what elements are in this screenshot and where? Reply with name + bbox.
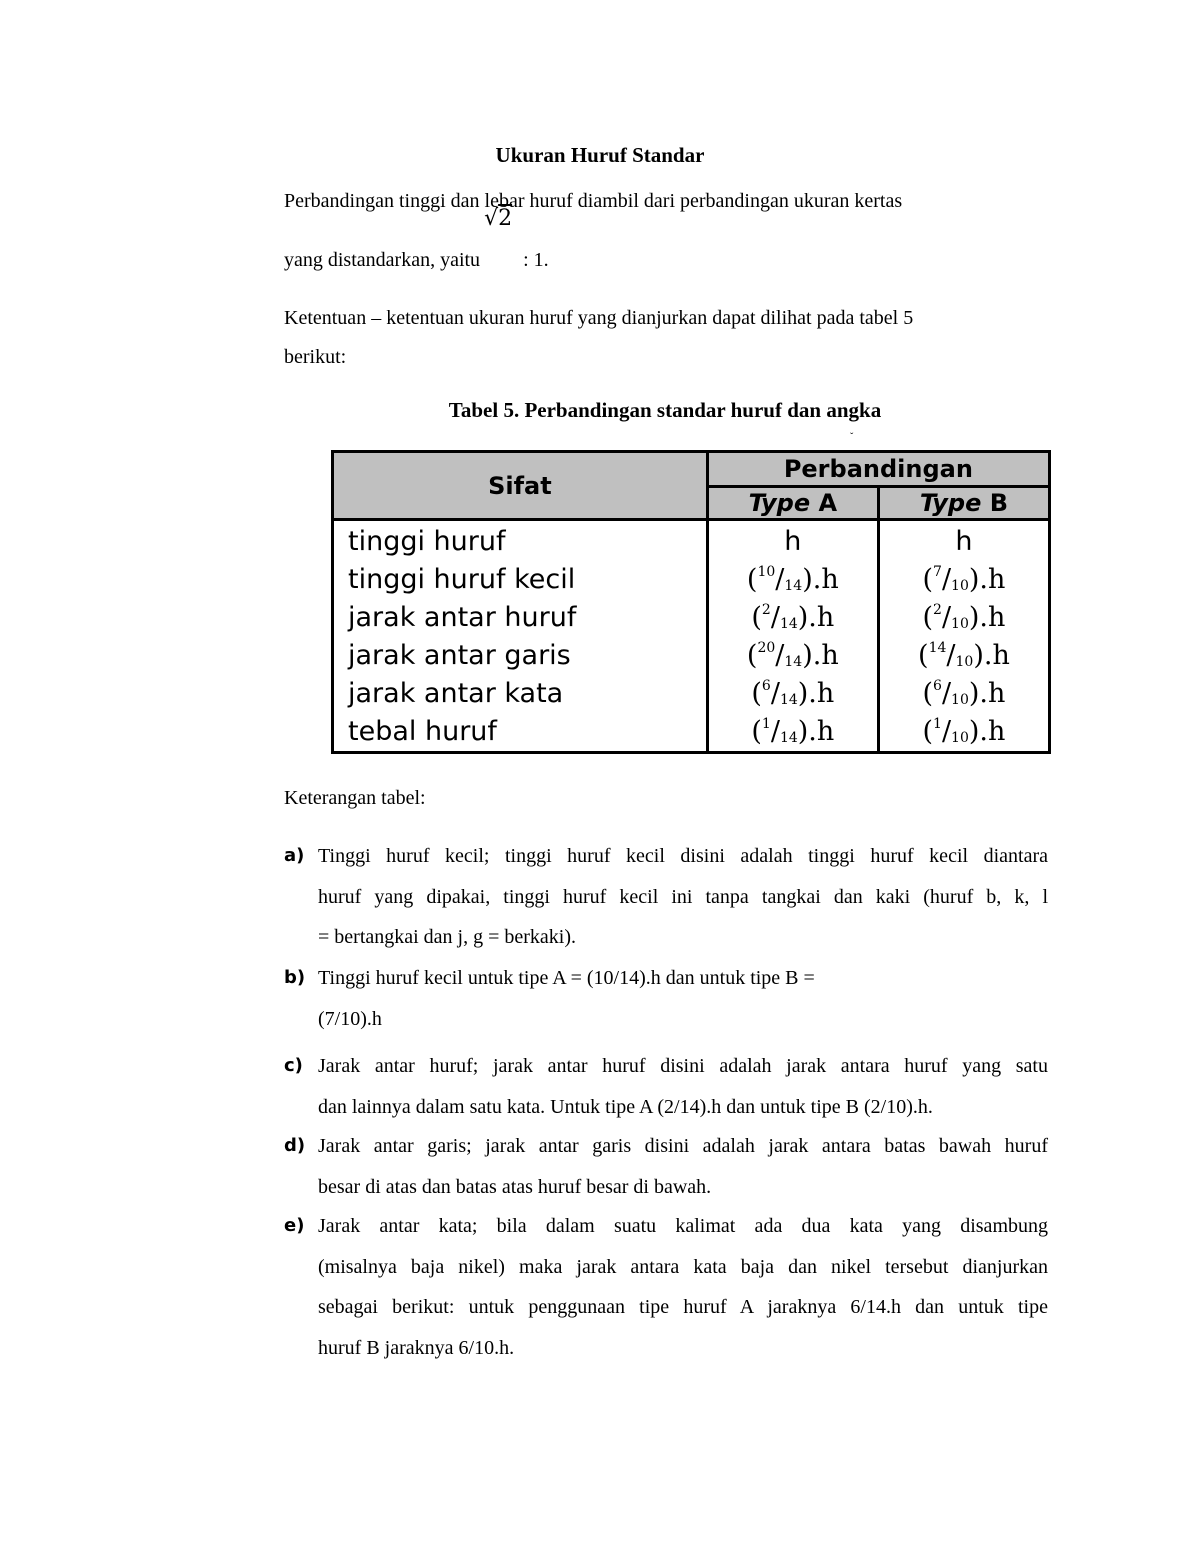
page-title: Ukuran Huruf Standar	[495, 143, 705, 167]
text-line: Tinggi huruf kecil untuk tipe A = (10/14).h dan untuk tipe B =	[318, 967, 815, 989]
denominator: 10	[951, 730, 969, 746]
text-line: (misalnya baja nikel) maka jarak antara kata baja dan nikel tersebut dianjurkan	[318, 1255, 1048, 1278]
list-marker: b)	[284, 967, 306, 988]
list-marker: a)	[284, 845, 305, 866]
denominator: 10	[955, 654, 974, 670]
intro-line-2	[284, 206, 1054, 280]
numerator: 6	[761, 678, 771, 694]
table-row	[333, 713, 1050, 753]
list-item-text	[318, 1126, 1048, 1207]
numerator: 7	[933, 564, 942, 580]
header-type-b	[878, 487, 1049, 520]
type-b-cell: $(^{14}/_{10}).h$	[878, 637, 1049, 675]
numerator: 2	[933, 602, 942, 618]
ketentuan-line-1: Ketentuan – ketentuan ukuran huruf yang dianjurkan dapat dilihat pada tabel 5	[284, 307, 914, 329]
list-item-text	[318, 1206, 1048, 1368]
text-line: (7/10).h	[318, 1007, 382, 1030]
sifat-cell: tinggi huruf kecil	[333, 561, 708, 599]
type-b-cell: $(^2/_{10}).h$	[878, 599, 1049, 637]
sifat-cell: jarak antar garis	[333, 637, 708, 675]
denominator: 14	[784, 578, 803, 594]
numerator: 20	[757, 640, 776, 656]
header-sifat: Sifat	[333, 452, 708, 520]
sifat-cell: jarak antar kata	[333, 675, 708, 713]
type-b-cell: $(^7/_{10}).h$	[878, 561, 1049, 599]
type-a-cell: $(^6/_{14}).h$	[707, 675, 878, 713]
caption-mark: ˇ	[850, 432, 854, 443]
text-line: Tinggi huruf kecil; tinggi huruf kecil disini adalah tinggi huruf kecil diantara	[318, 845, 1048, 867]
table-row	[333, 599, 1050, 637]
type-a-cell: $(^{20}/_{14}).h$	[707, 637, 878, 675]
denominator: 14	[779, 692, 798, 708]
table-row	[333, 637, 1050, 675]
text-line: = bertangkai dan j, g = berkaki).	[318, 926, 577, 948]
header-type-a-word: Type	[748, 489, 811, 517]
denominator: 10	[951, 616, 969, 632]
list-marker: e)	[284, 1215, 305, 1236]
text-line: huruf yang dipakai, tinggi huruf kecil ini tanpa tangkai dan kaki (huruf b, k, l	[318, 885, 1048, 908]
list-marker: c)	[284, 1055, 303, 1076]
denominator: 14	[784, 654, 803, 670]
text-line: besar di atas dan batas atas huruf besar di bawah.	[318, 1175, 712, 1198]
numerator: 1	[933, 716, 942, 732]
intro-line-2-suffix: : 1.	[518, 249, 549, 271]
denominator: 14	[779, 730, 798, 746]
sifat-cell: jarak antar huruf	[333, 599, 708, 637]
sifat-cell: tinggi huruf	[333, 520, 708, 562]
list-item-text	[318, 1046, 1048, 1127]
sqrt-radical: √	[484, 206, 499, 231]
table-row	[333, 675, 1050, 713]
keterangan-heading: Keterangan tabel:	[284, 787, 426, 809]
text-line: Jarak antar huruf; jarak antar huruf disini adalah jarak antara huruf yang satu	[318, 1055, 1048, 1077]
list-item-text	[318, 958, 1048, 1039]
type-b-cell: $(^6/_{10}).h$	[878, 675, 1049, 713]
numerator: 14	[928, 640, 947, 656]
sqrt-number: 2	[498, 206, 513, 231]
text-line: huruf B jaraknya 6/10.h.	[318, 1336, 515, 1359]
denominator: 10	[951, 692, 969, 708]
numerator: 1	[761, 716, 771, 732]
numerator: 6	[933, 678, 942, 694]
numerator: 2	[761, 602, 771, 618]
text-line: sebagai berikut: untuk penggunaan tipe huruf A jaraknya 6/14.h dan untuk tipe	[318, 1296, 1048, 1318]
header-type-b-word: Type	[919, 489, 982, 517]
type-b-cell: h	[878, 520, 1049, 562]
sifat-cell: tebal huruf	[333, 713, 708, 753]
header-type-b-letter: B	[981, 489, 1009, 517]
table-row	[333, 520, 1050, 562]
denominator: 14	[779, 616, 798, 632]
header-type-a-letter: A	[810, 489, 838, 517]
type-a-cell: h	[707, 520, 878, 562]
type-a-cell: $(^{10}/_{14}).h$	[707, 561, 878, 599]
header-type-a	[707, 487, 878, 520]
text-line: Jarak antar garis; jarak antar garis disini adalah jarak antara batas bawah huruf	[318, 1135, 1048, 1157]
type-a-cell: $(^2/_{14}).h$	[707, 599, 878, 637]
type-a-cell: $(^1/_{14}).h$	[707, 713, 878, 753]
list-item-text	[318, 836, 1048, 958]
table-caption: Tabel 5. Perbandingan standar huruf dan angka	[448, 398, 882, 422]
denominator: 10	[951, 578, 969, 594]
table-row	[333, 561, 1050, 599]
type-b-cell: $(^1/_{10}).h$	[878, 713, 1049, 753]
list-marker: d)	[284, 1135, 306, 1156]
text-line: Jarak antar kata; bila dalam suatu kalimat ada dua kata yang disambung	[318, 1215, 1048, 1237]
intro-line-1: Perbandingan tinggi dan lebar huruf diambil dari perbandingan ukuran kertas	[284, 190, 903, 212]
ketentuan-line-2: berikut:	[284, 346, 347, 368]
intro-line-2-prefix: yang distandarkan, yaitu	[284, 249, 481, 271]
sqrt-two-formula	[480, 206, 518, 266]
text-line: dan lainnya dalam satu kata. Untuk tipe A (2/14).h dan untuk tipe B (2/10).h.	[318, 1095, 933, 1118]
standard-ratio-table	[331, 450, 1051, 754]
header-perbandingan: Perbandingan	[707, 452, 1049, 487]
numerator: 10	[757, 564, 776, 580]
